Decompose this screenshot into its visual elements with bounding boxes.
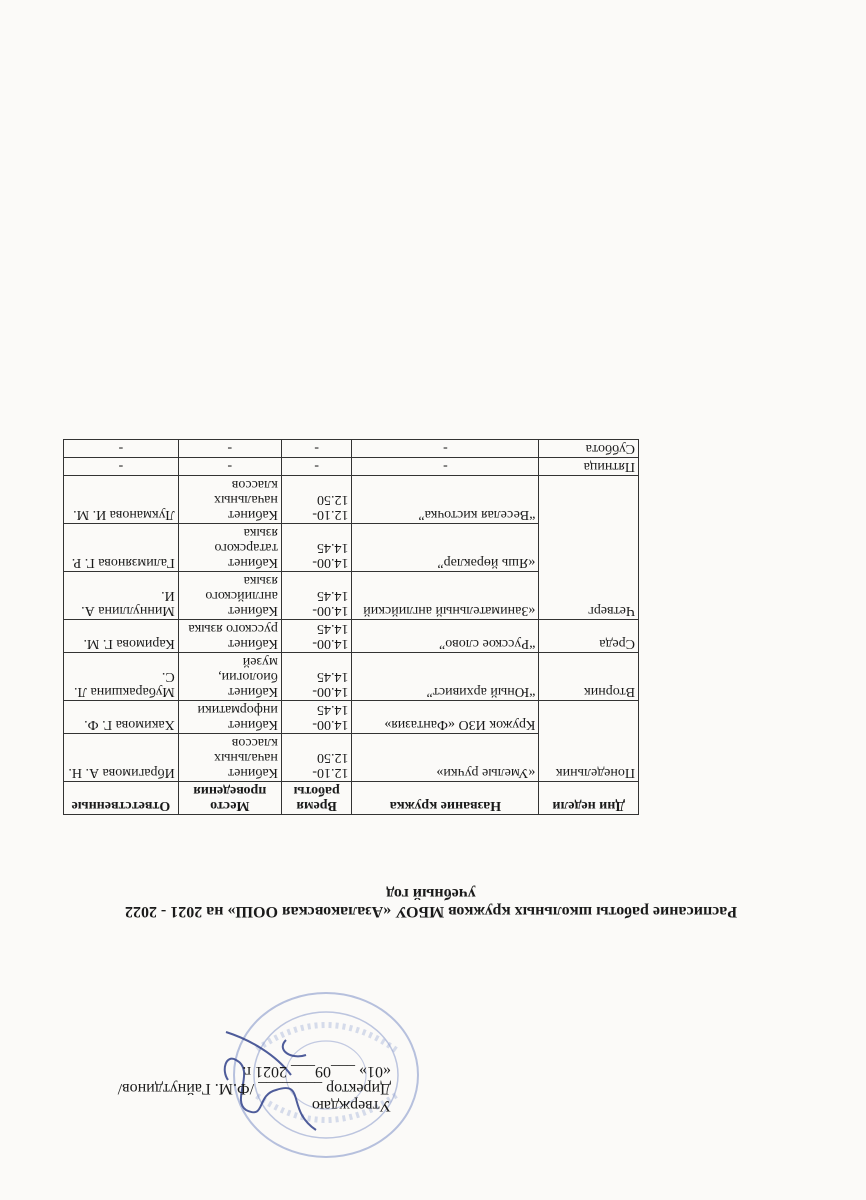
- cell-responsible: Ибрагимова А. Н.: [64, 734, 179, 782]
- table-row: [64, 458, 639, 476]
- title-sub: учебный год: [386, 885, 476, 902]
- cell-responsible: Хакимова Г. Ф.: [64, 701, 179, 734]
- table-row: [64, 572, 639, 620]
- cell-club-name: “Юный архивист”: [352, 653, 539, 701]
- table-row: [64, 653, 639, 701]
- cell-time: 14.00-14.45: [281, 524, 352, 572]
- cell-time: 14.00-14.45: [281, 653, 352, 701]
- table-row: [64, 620, 639, 653]
- cell-club-name: -: [352, 440, 539, 458]
- cell-responsible: Лукманова И. М.: [64, 476, 179, 524]
- header-time: Время работы: [281, 782, 352, 815]
- cell-place: -: [178, 440, 281, 458]
- cell-responsible: -: [64, 458, 179, 476]
- header-place: Место проведения: [178, 782, 281, 815]
- cell-time: 12.10-12.50: [281, 734, 352, 782]
- approval-line-approve: Утверждаю: [311, 1097, 391, 1114]
- cell-club-name: “Веселая кисточка”: [352, 476, 539, 524]
- cell-club-name: “Русское слово”: [352, 620, 539, 653]
- cell-responsible: Каримова Г. М.: [64, 620, 179, 653]
- page-title: [56, 884, 806, 920]
- cell-club-name: «Яшь йөрәкләр”: [352, 524, 539, 572]
- schedule-table: [63, 439, 639, 815]
- cell-time: -: [281, 458, 352, 476]
- approval-line-date: «01» ___09___ 2021 г.: [242, 1063, 391, 1080]
- cell-responsible: Миннуллина А. И.: [64, 572, 179, 620]
- header-day: Дни недели: [539, 782, 639, 815]
- cell-day: Понедельник: [539, 701, 639, 782]
- cell-day: Среда: [539, 620, 639, 653]
- table-row: [64, 734, 639, 782]
- cell-place: Кабинет английского языка: [178, 572, 281, 620]
- cell-time: -: [281, 440, 352, 458]
- cell-time: 14.00-14.45: [281, 620, 352, 653]
- cell-responsible: -: [64, 440, 179, 458]
- cell-day: Суббота: [539, 440, 639, 458]
- cell-time: 12.10-12.50: [281, 476, 352, 524]
- header-club-name: Название кружка: [352, 782, 539, 815]
- cell-day: Пятница: [539, 458, 639, 476]
- approval-block: [61, 1063, 391, 1114]
- cell-club-name: «Занимательный английский: [352, 572, 539, 620]
- cell-responsible: Галимзянова Г. Р.: [64, 524, 179, 572]
- header-responsible: Ответственные: [64, 782, 179, 815]
- cell-place: Кабинет начальных классов: [178, 734, 281, 782]
- cell-place: Кабинет русского языка: [178, 620, 281, 653]
- cell-club-name: Кружок ИЗО «Фантазия»: [352, 701, 539, 734]
- cell-day: Вторник: [539, 653, 639, 701]
- cell-club-name: -: [352, 458, 539, 476]
- approval-line-director: Директор ________ /Ф.М. Гайнутдинов/: [117, 1080, 391, 1097]
- cell-place: Кабинет информатики: [178, 701, 281, 734]
- cell-responsible: Мубаракшина Л. С.: [64, 653, 179, 701]
- cell-club-name: «Умелые ручки»: [352, 734, 539, 782]
- table-header-row: [64, 782, 639, 815]
- cell-place: Кабинет биологии, музей: [178, 653, 281, 701]
- cell-place: -: [178, 458, 281, 476]
- cell-time: 14.00-14.45: [281, 572, 352, 620]
- cell-day: Четверг: [539, 476, 639, 620]
- cell-time: 14.00-14.45: [281, 701, 352, 734]
- title-main: Расписание работы школьных кружков МБОУ «Азалаковская ООШ» на 2021 - 2022: [124, 903, 738, 920]
- cell-place: Кабинет татарского языка: [178, 524, 281, 572]
- table-row: [64, 440, 639, 458]
- cell-place: Кабинет начальных классов: [178, 476, 281, 524]
